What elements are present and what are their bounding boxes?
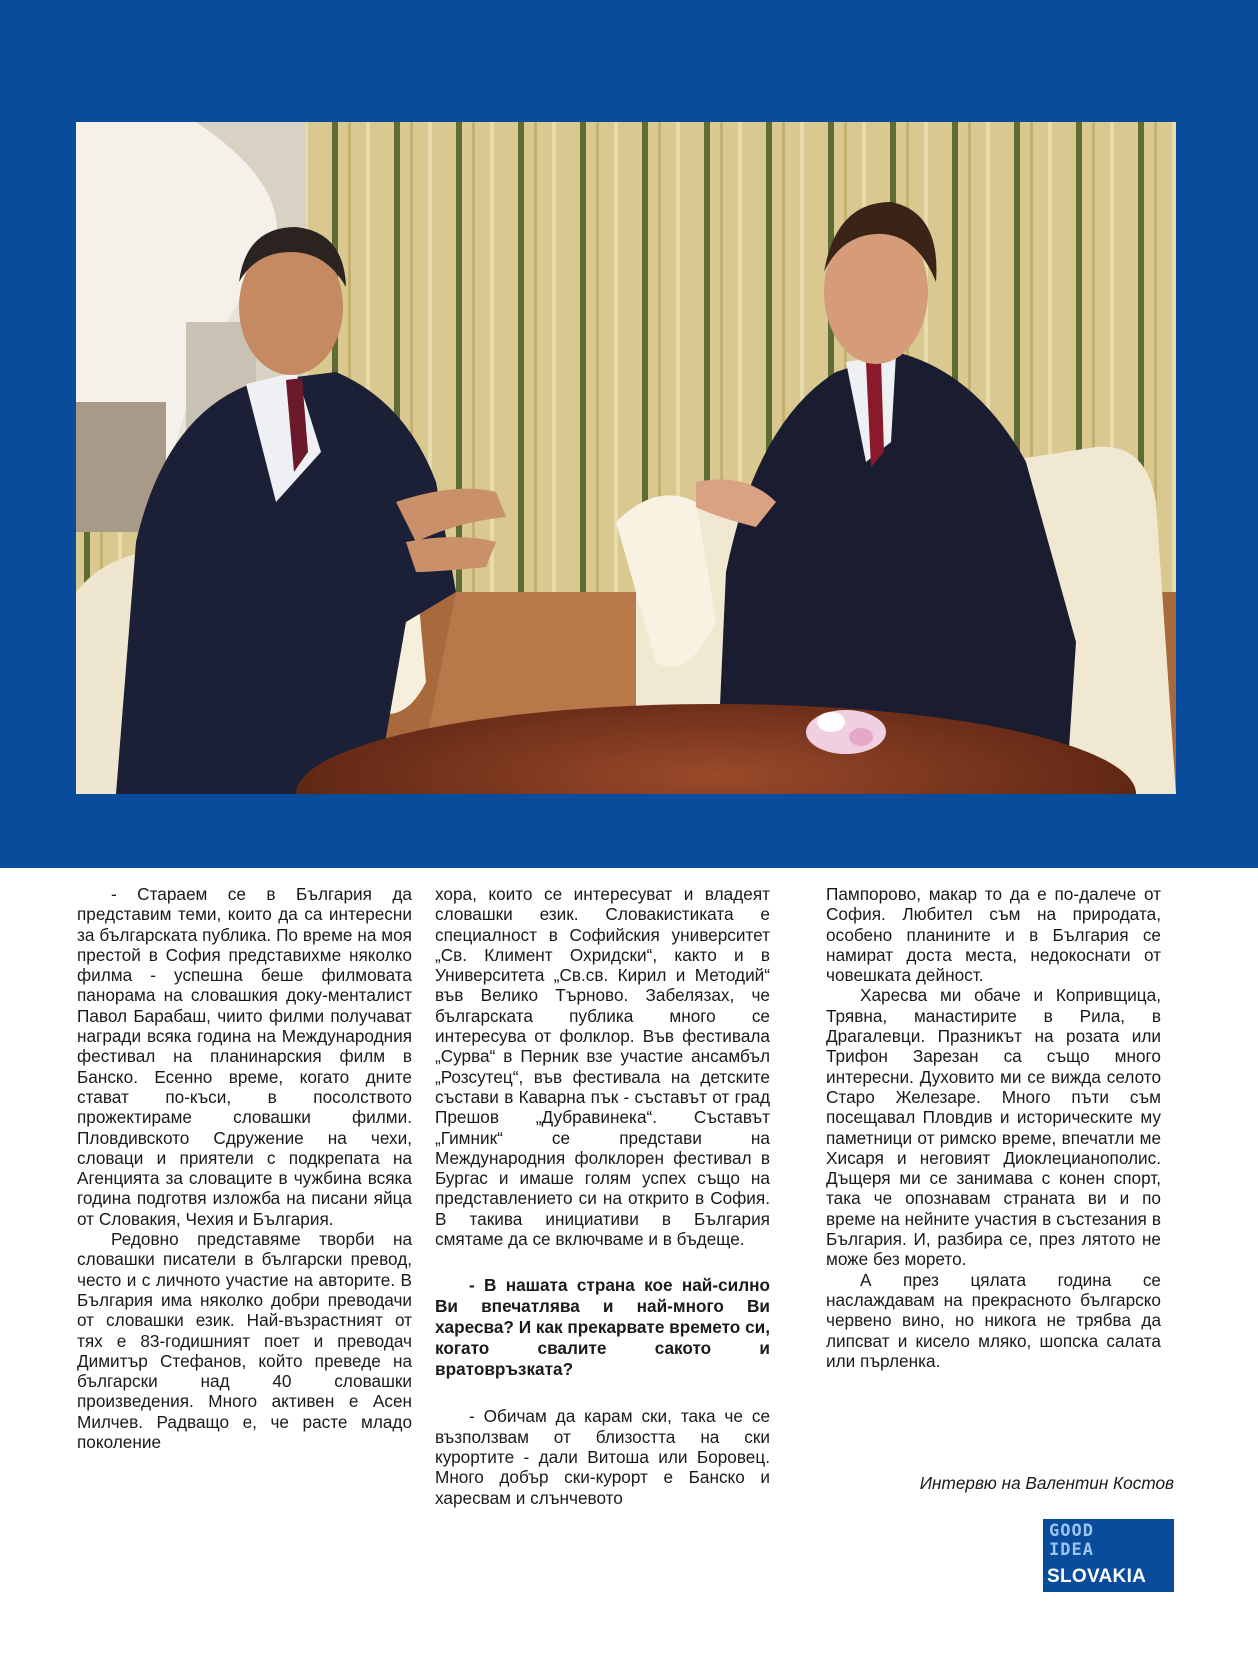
paragraph: Редовно представяме творби на словашки писатели в български превод, често и с личното участие на авторите. В България има няколко добри преводачи от словашки език. Най-възрастният от тях е 83-годишният поет и преводач Димитър Стефанов, който преведе на български над 40 словашки произведения. Много активен е Асен Милчев. Радващо е, че расте младо поколение bbox=[77, 1229, 412, 1453]
paragraph: - Обичам да карам ски, така че се възползвам от близостта на ски курортите - дали Витоша или Боровец. Много добър ски-курорт е Банско и харесвам и слънчевото bbox=[435, 1406, 770, 1508]
paragraph: хора, които се интересуват и владеят словашки език. Словакистиката е специалност в Софийския университет „Св. Климент Охридски“, както и в Университета „Св.св. Кирил и Методий“ във Велико Търново. Забелязах, че българската публика много се интересува от фолклор. Във фестивала „Сурва“ в Перник взе участие ансамбъл „Розсутец“, във фестивала на детските състави в Каварна пък - съставът от град Прешов „Дубравинека“. Съставът „Гимник“ се представи на Международния фолклорен фестивал в Бургас и имаше голям успех също на представлението си на открито в София. В такива инициативи в България смятаме да се включваме и в бъдеще. bbox=[435, 884, 770, 1250]
article-column-2 bbox=[435, 884, 770, 1508]
good-idea-slovakia-logo bbox=[1043, 1519, 1174, 1592]
interview-photo bbox=[76, 122, 1176, 794]
logo-line-idea: IDEA bbox=[1049, 1540, 1094, 1560]
logo-line-good: GOOD bbox=[1049, 1521, 1094, 1541]
article-column-1 bbox=[77, 884, 412, 1452]
paragraph: - Стараем се в България да представим теми, които да са интересни за българската публика. По време на моя престой в София представихме няколко филма - успешна беше филмовата панорама на словашкия доку-менталист Павол Барабаш, чиито филми получават награди всяка година на Международния фестивал на планинарския филм в Банско. Есенно време, когато дните стават по-къси, в посолството прожектираме словашки филми. Пловдивското Сдружение на чехи, словаци и приятели с подкрепата на Агенцията за словаците в чужбина всяка година подготвя изложба на писани яйца от Словакия, Чехия и България. bbox=[77, 884, 412, 1229]
paragraph: Пампорово, макар то да е по-далече от София. Любител съм на природата, особено планините и в България се намират доста места, недокоснати от човешката дейност. bbox=[826, 884, 1161, 986]
author-signature: Интервю на Валентин Костов bbox=[919, 1473, 1174, 1493]
paragraph: Харесва ми обаче и Копривщица, Трявна, манастирите в Рила, в Драгалевци. Празникът на розата или Трифон Зарезан са също много интересни. Духовито ми се вижда селото Старо Железаре. Много пъти съм посещавал Пловдив и историческите му паметници от римско време, впечатли ме Хисаря и неговият Диоклецианополис. Дъщеря ми се занимава с конен спорт, така че опознавам страната ви и по време на нейните участия в състезания в България. И, разбира се, през лятото не може без морето. bbox=[826, 985, 1161, 1270]
paragraph: А през цялата година се наслаждавам на прекрасното българско червено вино, но никога не трябва да липсват и кисело мляко, шопска салата или пърленка. bbox=[826, 1269, 1161, 1371]
logo-line-slovakia: SLOVAKIA bbox=[1047, 1566, 1147, 1587]
article-column-3 bbox=[826, 884, 1161, 1371]
interview-question: - В нашата страна кое най-силно Ви впечатлява и най-много Ви харесва? И как прекарвате времето си, когато свалите сакото и вратовръзката? bbox=[435, 1275, 770, 1380]
